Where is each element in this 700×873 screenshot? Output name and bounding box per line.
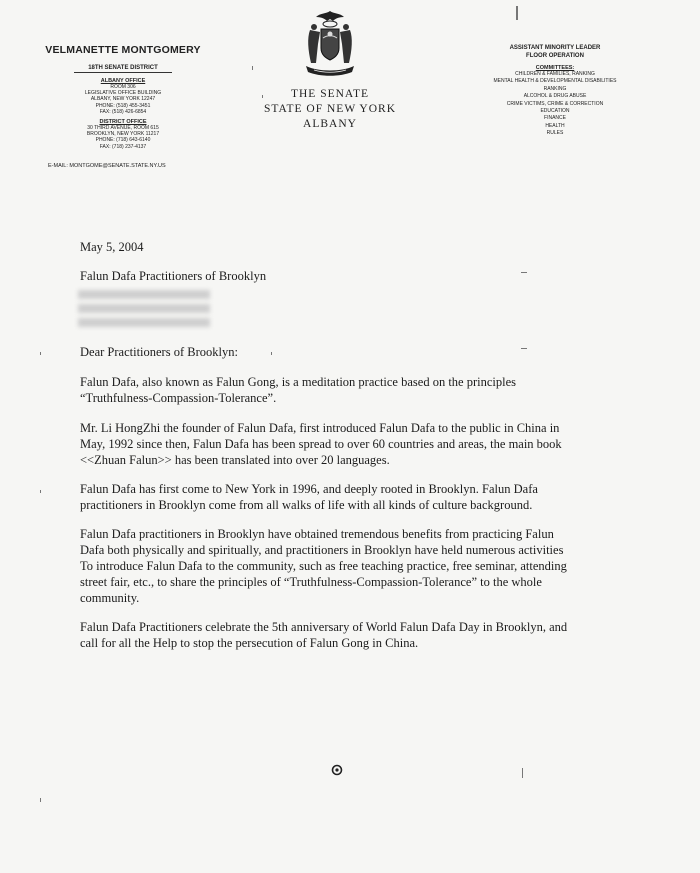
- albany-office-line: FAX: (518) 426-6854: [99, 108, 147, 115]
- letter-salutation: Dear Practitioners of Brooklyn:: [80, 345, 238, 359]
- committee-item: FINANCE: [544, 115, 566, 122]
- committee-item: RANKING: [543, 85, 567, 92]
- scan-artifact: [516, 6, 518, 20]
- new-york-state-seal-icon: [296, 8, 364, 78]
- committee-item: RULES: [546, 130, 564, 137]
- district-office-title: DISTRICT OFFICE: [99, 119, 147, 126]
- redacted-address-line: [78, 304, 210, 313]
- paragraph-line: practitioners in Brooklyn come from all walks of life with all kinds of culture background.: [80, 498, 533, 512]
- paragraph-line: community.: [80, 591, 140, 605]
- senator-email: E-MAIL: MONTGOME@SENATE.STATE.NY.US: [48, 163, 166, 169]
- albany-office-title: ALBANY OFFICE: [100, 78, 146, 84]
- committees-block: [470, 44, 640, 138]
- senator-letterhead-block: [28, 44, 218, 150]
- senate-title-block: [250, 87, 410, 132]
- paragraph-line: May, 1992 since then, Falun Dafa has been spread to over 60 countries and areas, the main book: [80, 437, 562, 451]
- scan-artifact: [262, 95, 263, 98]
- district-office-line: BROOKLYN, NEW YORK 11217: [86, 131, 160, 138]
- paragraph-line: Falun Dafa has first come to New York in 1996, and deeply rooted in Brooklyn. Falun Dafa: [80, 482, 538, 496]
- paragraph-line: To introduce Falun Dafa to the community, such as free teaching practice, free seminar, attending: [80, 559, 567, 573]
- paragraph-line: Dafa both physically and spiritually, and practitioners in Brooklyn have held numerous activities: [80, 543, 564, 557]
- paragraph-line: call for all the Help to stop the persecution of Falun Gong in China.: [80, 636, 419, 650]
- leadership-subtitle: FLOOR OPERATION: [526, 53, 584, 59]
- paragraph-line: “Truthfulness-Compassion-Tolerance”.: [80, 391, 277, 405]
- city-title: ALBANY: [303, 118, 357, 130]
- senate-title: THE SENATE: [290, 88, 370, 100]
- scan-artifact: [40, 490, 41, 493]
- committee-item: ALCOHOL & DRUG ABUSE: [523, 93, 587, 100]
- letter-paragraph: [80, 420, 610, 468]
- albany-office-line: PHONE: (518) 455-3451: [95, 102, 151, 109]
- albany-office-line: ROOM 306: [110, 84, 136, 90]
- district-office-line: PHONE: (718) 643-6140: [95, 137, 151, 144]
- scan-artifact: [252, 66, 253, 70]
- paragraph-line: Falun Dafa, also known as Falun Gong, is a meditation practice based on the principles: [80, 375, 517, 389]
- scan-artifact: [521, 272, 527, 273]
- leadership-title: ASSISTANT MINORITY LEADER: [509, 45, 601, 51]
- district-office-line: FAX: (718) 237-4137: [99, 143, 147, 150]
- redacted-address-line: [78, 290, 210, 299]
- scan-artifact: [271, 352, 272, 355]
- paragraph-line: street fair, etc., to share the principles of “Truthfulness-Compassion-Tolerance” to the whole: [80, 575, 542, 589]
- committee-item: HEALTH: [545, 122, 565, 129]
- letter-paragraph: [80, 374, 610, 406]
- letter-paragraph: [80, 526, 610, 606]
- letter-date: May 5, 2004: [80, 240, 144, 254]
- letter-paragraph: [80, 619, 610, 651]
- senator-name: VELMANETTE MONTGOMERY: [45, 44, 201, 56]
- redacted-address-line: [78, 318, 210, 327]
- recycled-paper-icon: [331, 764, 343, 776]
- committee-item: CHILDREN & FAMILIES, RANKING: [515, 71, 595, 77]
- paragraph-line: Mr. Li HongZhi the founder of Falun Dafa, first introduced Falun Dafa to the public in China in: [80, 421, 560, 435]
- paragraph-line: Falun Dafa practitioners in Brooklyn have obtained tremendous benefits from practicing Falun: [80, 527, 554, 541]
- scan-artifact: [522, 768, 523, 778]
- albany-office-line: ALBANY, NEW YORK 12247: [90, 96, 156, 103]
- committees-title: COMMITTEES:: [535, 65, 575, 71]
- state-title: STATE OF NEW YORK: [263, 103, 397, 115]
- letter-paragraph: [80, 481, 610, 513]
- scan-artifact: [521, 348, 527, 349]
- district-office-line: 30 THIRD AVENUE, ROOM 615: [87, 125, 159, 132]
- scan-artifact: [40, 352, 41, 355]
- paragraph-line: <<Zhuan Falun>> has been translated into over 20 languages.: [80, 453, 390, 467]
- committee-item: EDUCATION: [540, 108, 570, 115]
- scan-artifact: [40, 798, 41, 802]
- albany-office-line: LEGISLATIVE OFFICE BUILDING: [84, 90, 162, 97]
- senate-district: 18TH SENATE DISTRICT: [74, 65, 172, 73]
- committee-item: MENTAL HEALTH & DEVELOPMENTAL DISABILITIES: [493, 78, 617, 85]
- committee-item: CRIME VICTIMS, CRIME & CORRECTION: [506, 100, 604, 107]
- letter-recipient: Falun Dafa Practitioners of Brooklyn: [80, 269, 267, 283]
- paragraph-line: Falun Dafa Practitioners celebrate the 5th anniversary of World Falun Dafa Day in Brooklyn, and: [80, 620, 568, 634]
